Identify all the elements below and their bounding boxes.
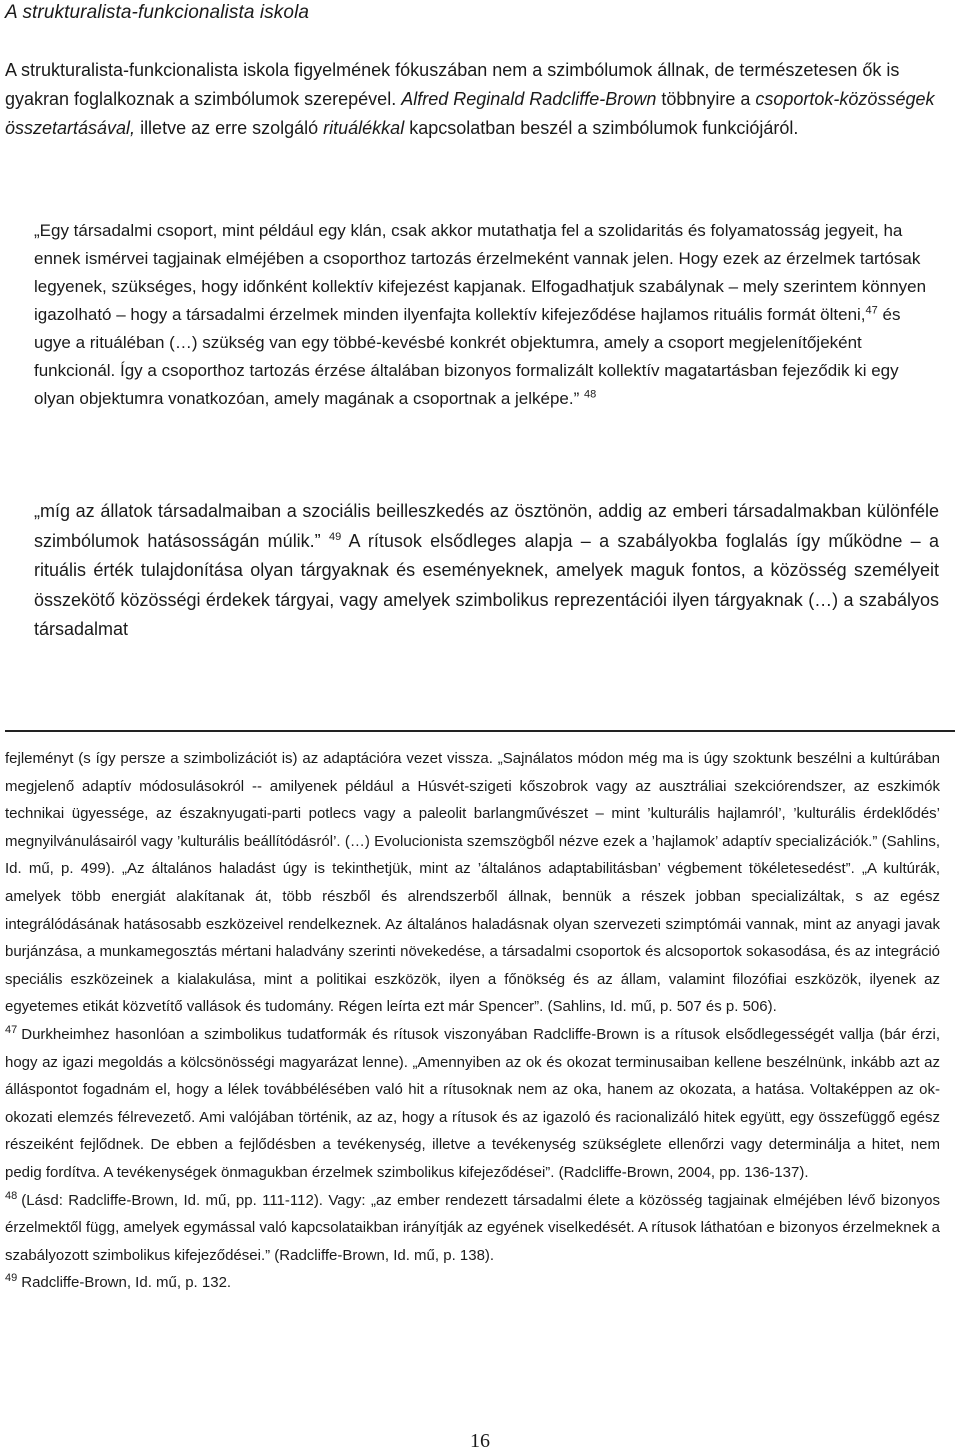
footnote-text: Radcliffe-Brown, Id. mű, p. 132. <box>21 1274 232 1292</box>
quote-text: „Egy társadalmi csoport, mint például egy klán, csak akkor mutathatja fel a szolidaritás és folyamatosság jegyeit, ha ennek ismérvei tagjainak elméjében a csoporthoz tartozás érzelmeként vannak jelen. Hogy ezek az érzelmek tartósak legyenek, szükséges, hogy időnként kollektív kifejezést kapjanak. Elfogadhatjuk szabálynak – mely szerintem könnyen igazolható – hogy a társadalmi érzelmek minden ilyenfajta kollektív kifejeződése hajlamos rituális formát ölteni, <box>34 221 927 324</box>
intro-emphasis: csoportok-közösségek összetartásával, <box>5 89 935 138</box>
footnote-text: (Lásd: Radcliffe-Brown, Id. mű, pp. 111-112). Vagy: „az ember rendezett társadalmi élete a közösség tagjainak elméjében lévő bizonyos érzelmektől függ, amelyek egymással való kapcsolataikban irányítják az egyének viselkedését. A rítusok láthatóan e bizonyos érzelmeknek a szabályozott szimbolikus kifejeződései.” (Radcliffe-Brown, Id. mű, p. 138). <box>5 1191 940 1264</box>
intro-paragraph <box>5 56 950 143</box>
intro-emphasis: rituálékkal <box>323 118 405 138</box>
footnotes <box>5 745 940 1297</box>
footnote-number: 49 <box>5 1272 18 1285</box>
body-text: A rítusok elsődleges alapja – a szabályokba foglalás így működne – a rituális érték tulajdonítása olyan tárgyaknak és eseményeknek, amelyek maguk fontos, a közösség személyeit összekötő közösségi érdekek tárgyai, vagy amelyek szimbolikus reprezentációi ilyen tárgyaknak (…) a szabályos társadalmat <box>34 530 939 639</box>
footnote-47 <box>5 1021 940 1187</box>
footnote-text: Durkheimhez hasonlóan a szimbolikus tudatformák és rítusok viszonyában Radcliffe-Brown is a rítusok elsődlegességét vallja (bár érzi, hogy az igazi megoldás a kölcsönösségi magyarázat lenne). „Amennyiben az ok és okozat terminusaiban kellene beszélnünk, inkább azt az álláspontot fogadnám el, hogy a lélek továbbélésében való hit a rítusoknak nem az oka, hanem az okozata, a hatása. Voltaképpen az ok-okozati elemzés félrevezető. Ami valójában történik, az az, hogy a rítusok és az igazoló és racionalizáló hitek együtt, egy összefüggő egész részeiként fejlődnek. De ebben a fejlődésben a tevékenység, illetve a tevékenység szükséglete ellenőrzi vagy determinálja a hitet, nem pedig fordítva. A tevékenységek önmagukban érzelmek szimbolikus kifejeződései”. (Radcliffe-Brown, 2004, pp. 136-137). <box>5 1025 940 1181</box>
page-number: 16 <box>470 1430 490 1452</box>
intro-text: többnyire a <box>656 89 756 109</box>
quote-text: és ugye a rituáléban (…) szükség van egy többé-kevésbé konkrét objektumra, amely a csoport megjelenítőjeként funkcionál. Így a csoporthoz tartozás érzése általában bizonyos formalizált kollektív magatartásban fejeződik ki egy olyan objektumra vonatkozóan, amely magának a csoportnak a jelképe.” <box>34 305 901 408</box>
intro-text: kapcsolatban beszél a szimbólumok funkciójáról. <box>404 118 799 138</box>
intro-text: illetve az erre szolgáló <box>135 118 324 138</box>
footnote-48 <box>5 1187 940 1270</box>
quote-paragraph <box>34 497 939 645</box>
section-heading: A strukturalista-funkcionalista iskola <box>5 2 310 23</box>
footnote-ref-47[interactable]: 47 <box>865 304 878 317</box>
footnote-ref-49[interactable]: 49 <box>328 530 342 543</box>
footnote-continuation: fejleményt (s így persze a szimbolizációt is) az adaptációra vezet vissza. „Sajnálatos módon még ma is úgy szoktunk beszélni a kultúrában megjelenő adaptív módosulásokról -- amilyenek például a Húsvét-szigeti kőszobrok vagy az ausztráliai szekciórendszer, az eszkimók technikai ügyessége, az északnyugati-parti potlecs vagy a paleolit barlangművészet – mint ’kulturális hajlamról’, ’kulturális érdeklődés’ megnyilvánulásairól vagy ’kulturális beállítódásról’. (…) Evolucionista szemszögből nézve ezek a ’hajlamok’ adaptív specializációk.” (Sahlins, Id. mű, p. 499). „Az általános haladást úgy is tekinthetjük, mint az ’általános adaptabilitásban’ végbement tökéletesedést”. „A kultúrák, amelyek több energiát alakítanak át, több részből és alrendszerből állnak, bennük a részek jobban specializáltak, s az egész integrálódásának hatásosabb eszközeivel rendelkeznek. Az általános haladásnak olyan szervezeti szimptómái vannak, mint az anyagi javak burjánzása, a munkamegosztás mértani haladvány szerinti növekedése, a társadalmi csoportok és alcsoportok sokasodása, és az integráció speciális eszközeinek a kialakulása, mint a politikai eszközök, ilyen a főnökség és az állam, valamint filozófiai eszközök, ilyenek az egyetemes etikát közvetítő vallások és tudomány. Régen leírta ezt már Spencer”. (Sahlins, Id. mű, p. 507 és p. 506). <box>5 750 940 1016</box>
footnote-separator <box>5 730 955 732</box>
footnote-ref-48[interactable]: 48 <box>584 388 597 401</box>
quote-text: „míg az állatok társadalmaiban a szociális beilleszkedés az ösztönön, addig az emberi társadalmakban különféle szimbólumok hatásosságán múlik.” <box>34 501 939 551</box>
footnote-number: 47 <box>5 1023 18 1036</box>
intro-text: A strukturalista-funkcionalista iskola figyelmének fókuszában nem a szimbólumok állnak, de természetesen ők is gyakran foglalkoznak a szimbólumok szerepével. <box>5 60 900 109</box>
intro-author-name: Alfred Reginald Radcliffe-Brown <box>401 89 657 109</box>
footnote-49 <box>5 1269 940 1297</box>
footnote-number: 48 <box>5 1189 18 1202</box>
block-quote <box>34 217 934 413</box>
